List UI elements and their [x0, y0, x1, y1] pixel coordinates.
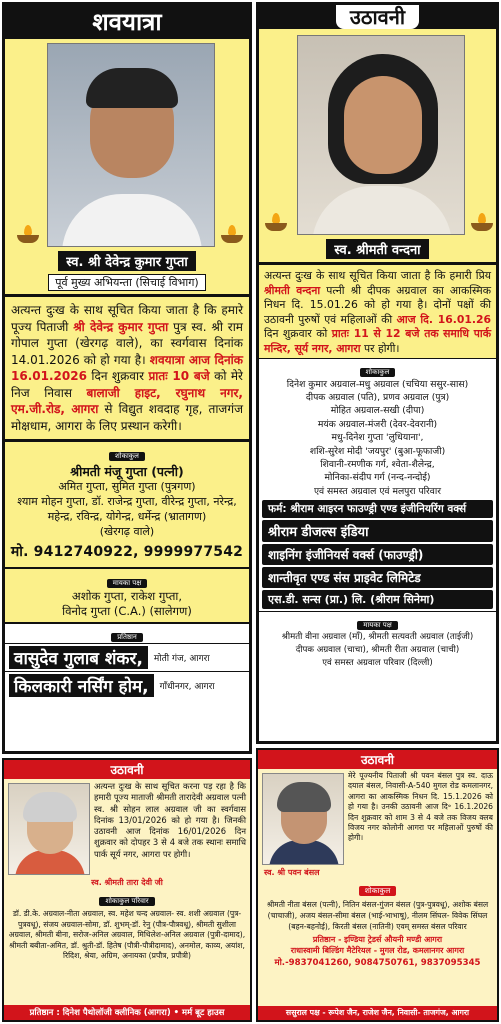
phone-numbers: मो. 9412740922, 9999977542: [10, 544, 244, 560]
notice-part: दिन शुक्रवार: [91, 369, 144, 383]
shavyatra-ad: [2, 2, 252, 754]
family-line: (खेरगढ़ वाले): [99, 525, 155, 538]
mayka-line: दीपक अग्रवाल (चाचा), श्रीमती रीता अग्रवाल (चाची): [295, 645, 460, 656]
notice-name-highlight: श्रीमती वन्दना: [264, 283, 321, 297]
pratishthan-tag: प्रतिष्ठान: [111, 633, 143, 642]
shavyatra-body: [5, 39, 249, 622]
institution-line: राधास्वामी बिल्डिंग मैटेरियल - मुगल रोड, कमलानगर आगरा: [290, 946, 465, 955]
shokakul-tag: शोकाकुल: [359, 886, 397, 896]
mayka-line: श्रीमती वीना अग्रवाल (माँ), श्रीमती सत्यवती अग्रवाल (ताईजी): [281, 632, 474, 643]
photo-section: [5, 39, 249, 251]
firm-label: फर्म:: [268, 503, 287, 516]
notice-part: दिन शुक्रवार को: [264, 327, 328, 341]
portrait-photo: [8, 783, 90, 875]
family-line: श्याम मोहन गुप्ता, डॉ. राजेन्द्र गुप्ता, वीरेन्द्र गुप्ता, नरेन्द्र, महेन्द्र, रविन्द्र, योगेन्द्र, धर्मेन्द्र (भ्रातागण): [17, 495, 237, 523]
uthavani-header: उठावनी: [258, 750, 497, 769]
uthavani-ad-vandana: [256, 2, 499, 744]
family-line: दिनेश कुमार अग्रवाल-मधु अग्रवाल (चचिया ससुर-सास): [286, 378, 469, 390]
institution-name: किलकारी नर्सिंग होम,: [9, 674, 154, 697]
name-plate: [5, 251, 249, 291]
diya-icon: [469, 213, 495, 231]
notice-address-highlight: बालाजी हाइट, रघुनाथ नगर, एम.जी.रोड, आगरा: [11, 385, 243, 416]
institution-row: [5, 671, 249, 699]
diya-icon: [15, 225, 41, 243]
photo-caption: स्व. श्री पवन बंसल: [264, 868, 320, 877]
notice-time-highlight: प्रातः 11 से 12 बजे तक: [331, 327, 439, 341]
mayka-tag: मायका पक्ष: [107, 579, 147, 588]
notice-date-highlight: आज दि. 16.01.26: [396, 312, 491, 326]
firm-list: [259, 500, 496, 609]
portrait-photo: [47, 43, 215, 247]
name-plate: [259, 239, 496, 259]
family-line: शिवानी-रमणीक गर्ग, श्वेता-शैलेन्द्र,: [320, 459, 435, 470]
uthavani-ad-taradevi: [2, 758, 252, 1022]
firm-item: शान्तीवृत एण्ड संस प्राइवेट लिमिटेड: [262, 567, 493, 588]
photo-caption: स्व. श्रीमती तारा देवी जी: [91, 878, 163, 887]
uthavani-header: उठावनी: [4, 760, 250, 779]
notice-part: को मेरे निज निवास: [11, 369, 243, 400]
uthavani-header: [259, 5, 496, 29]
uthavani-body: [259, 29, 496, 358]
deceased-name: स्व. श्री देवेन्द्र कुमार गुप्ता: [58, 251, 196, 271]
institution-address: मोती गंज, आगरा: [153, 654, 210, 664]
family-list: [259, 378, 496, 499]
uthavani-ad-pawan: [256, 748, 499, 1022]
firm-item: श्रीराम डीजल्स इंडिया: [262, 520, 493, 542]
notice-part: से विद्युत शवदाह गृह, ताजगंज मोक्षधाम, आगरा के लिए प्रस्थान करेगी।: [11, 402, 243, 433]
footer-bar: ससुराल पक्ष - रूपेश जैन, राजेश जैन, निवासी- ताजगंज, आगरा: [258, 1006, 497, 1020]
firm-name: श्रीराम आइरन फाउण्ड्री एण्ड इंजीनियरिंग वर्क्स: [290, 503, 467, 516]
mayka-line: अशोक गुप्ता, राकेश गुप्ता,: [71, 589, 183, 603]
shokakul-tag: शोकाकुल परिवार: [99, 897, 154, 906]
family-line: मोहित अग्रवाल-सखी (दीपा): [330, 405, 425, 417]
footer-bar: प्रतिष्ठान : दिनेश पैथोलॉजी क्लीनिक (आगरा) • मर्म बूट हाउस: [4, 1005, 250, 1020]
firm-item: एस.डी. सन्स (प्रा.) लि. (श्रीराम सिनेमा): [262, 590, 493, 609]
family-line: मोनिका-संदीप गर्ग (नन्द-नन्दोई): [324, 472, 431, 484]
institution-line: प्रतिष्ठान - इण्डिया ट्रेडर्स औयनी मण्डी आगरा: [312, 935, 443, 944]
mayka-line: एवं समस्त अग्रवाल परिवार (दिल्ली): [322, 658, 433, 669]
mayka-tag: मायका पक्ष: [357, 621, 397, 630]
notice-part: अत्यन्त दुःख के साथ सूचित किया जाता है कि हमारे पूज्य पिताजी: [11, 303, 243, 334]
designation: पूर्व मुख्य अभियन्ता (सिचाई विभाग): [48, 274, 205, 291]
shokakul-tag: शोकाकुल: [109, 452, 145, 461]
notice-text: [259, 268, 496, 358]
divider: [5, 439, 249, 442]
notice-text: अत्यन्त दुःख के साथ सूचित करना पड़ रहा है कि हमारी पूज्य माताजी श्रीमती तारादेवी अग्रवाल पत्नी स्व. श्री सोहन लाल अग्रवाल जी का स्वर्गवास दिनांक 13/01/2026 को हो गया है। जिनकी उठावनी आज दिनांक 16/01/2026 दिन शुक्रवार को दोपहर 3 से 4 बजे तक स्थानः समाधि पार्क सूर्य नगर, आगरा पर होगी।: [94, 781, 246, 859]
notice-text: मेरे पूज्यनीय पिताजी श्री पवन बंसल पुत्र स्व. दाऊ दयाल बंसल, निवासी-A-540 मुगल रोड कमलानगर, आगरा का आकस्मिक निधन दि. 15.1.2026 को हो गया है। उनकी उठावनी आज दि॰ 16.1.2026 दिन शुक्रवार को शाम 3 से 4 बजे तक विजय क्लब विजय नगर कोलोनी आगरा पर महिलाओं पुरुषों की होगी।: [348, 771, 493, 843]
family-line: मधु-दिनेश गुप्ता 'लुधियाना',: [331, 432, 424, 444]
firm-item: शाइनिंग इंजीनियर्स वर्क्स (फाउण्ड्री): [262, 544, 493, 565]
notice-part: अत्यन्त दुःख के साथ सूचित किया जाता है कि हमारी प्रिय: [264, 269, 491, 282]
notice-part: पर होगी।: [364, 341, 400, 355]
divider: [5, 567, 249, 569]
family-list: डॉ. डी.के. अग्रवाल-नीता अग्रवाल, स्व. महेश चन्द अग्रवाल- स्व. शशी अग्रवाल (पुत्र-पुत्रवधू), संजय अग्रवाल-सोमा, डॉ. शुभम्-डॉ. रेनु (पौत्र-पौत्रवधू), श्रीमती सुशीला अग्रवाल, श्रीमती बीना, सरोज-अनिल अग्रवाल, मिथिलेश-अनिल अग्रवाल (पुत्री-दामाद), श्रीमती बबीता-अमित, डॉ. श्रुती-डॉ. हितेष (पौत्री-पौत्रीदामाद), अनमोल, काव्य, अयांश, रिदिश, श्रेया, अग्रिम, अनायका (प्रपौत्र, प्रपौत्री): [8, 909, 246, 961]
family-line: अमित गुप्ता, सुमित गुप्ता (पुत्रगण): [58, 480, 196, 493]
family-line: एवं समस्त अग्रवाल एवं मलपुरा परिवार: [313, 485, 442, 497]
diya-icon: [219, 225, 245, 243]
notice-text: [5, 300, 249, 436]
institution-row: [5, 643, 249, 671]
notice-date-highlight: शवयात्रा आज दिनांक 16.01.2026: [11, 352, 243, 383]
shavyatra-header: शवयात्रा: [5, 5, 249, 39]
diya-icon: [263, 213, 289, 231]
divider: [259, 262, 496, 265]
family-line: शशि-सुरेश मोदी 'जयपुर' (बुआ-फूफाजी): [309, 445, 446, 457]
institution-address: गाँधीनगर, आगरा: [159, 682, 215, 692]
photo-section: [259, 29, 496, 239]
notice-name-highlight: श्री देवेन्द्र कुमार गुप्ता: [73, 319, 169, 334]
divider: [5, 294, 249, 297]
mayka-list: [259, 631, 496, 670]
family-line: दीपक अग्रवाल (पति), प्रणव अग्रवाल (पुत्र): [305, 391, 450, 403]
uthavani-header-text: उठावनी: [336, 5, 419, 29]
deceased-name: स्व. श्रीमती वन्दना: [326, 239, 428, 259]
mayka-line: विनोद गुप्ता (C.A.) (सालेगण): [62, 604, 192, 618]
notice-place-highlight: समाधि पार्क मन्दिर, सूर्य नगर, आगरा: [264, 327, 492, 355]
notice-time-highlight: प्रातः 10 बजे: [148, 369, 210, 383]
family-line: मयंक अग्रवाल-मंजरी (देवर-देवरानी): [317, 418, 438, 430]
notice-part: पुत्र स्व. श्री राम गोपाल गुप्ता (खेरगढ़ वाले), का स्वर्गवास दिनांक 14.01.2026 को हो गया है।: [11, 319, 243, 367]
institution-name: वासुदेव गुलाब शंकर,: [9, 646, 148, 669]
family-list: श्रीमती नीता बंसल (पत्नी), नितिन बंसल-गुंजन बंसल (पुत्र-पुत्रवधू), अशोक बंसल (चाचाजी), अजय बंसल-सीमा बंसल (भाई-भाभाषू), नीलम सिंघल- विवेक सिंघल (बहन-बहनोई), किरती बंसल (नातिनी) एवम् समस्त बंसल परिवार: [266, 900, 489, 931]
shokakul-tag: शोकाकुल: [360, 368, 396, 377]
wife-name: श्रीमती मंजू गुप्ता (पत्नी): [70, 464, 184, 479]
portrait-photo: [297, 35, 465, 235]
firm-item: [262, 500, 493, 518]
notice-part: पत्नी श्री दीपक अग्रवाल का आकस्मिक निधन दि. 15.01.26 को हो गया है। दोनों पक्षों की उठावनी पुरुषों एवं महिलाओं की: [264, 283, 491, 326]
portrait-photo: [262, 773, 344, 865]
phone-numbers: मो.-9837041260, 9084750761, 9837095345: [274, 958, 481, 968]
